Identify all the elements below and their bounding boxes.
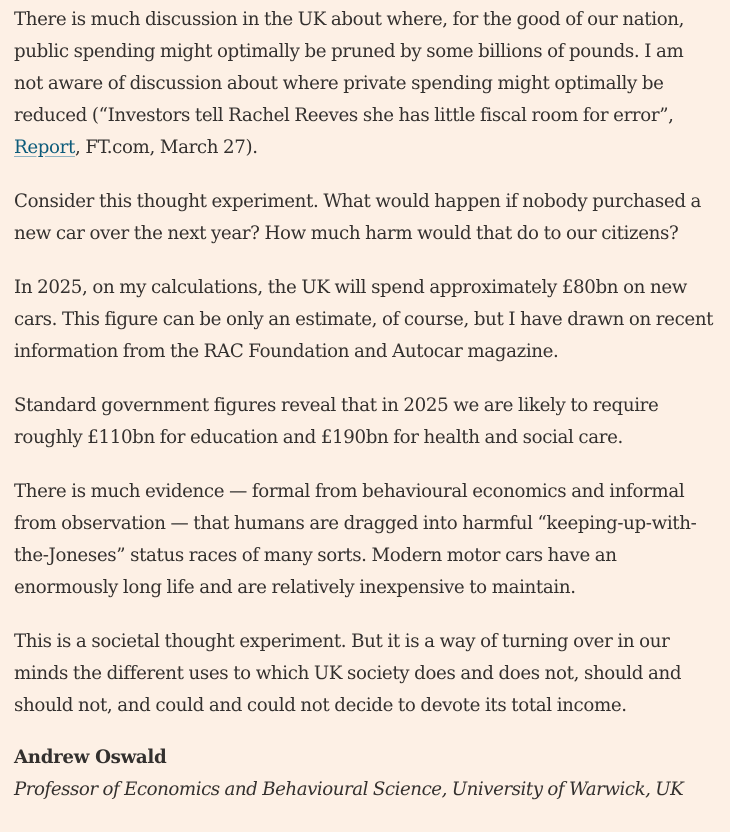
author-name: Andrew Oswald: [14, 747, 167, 768]
paragraph-4: Standard government figures reveal that in 2025 we are likely to require roughly £110bn for education and £190bn for health and social care.: [14, 395, 659, 448]
paragraph-2: Consider this thought experiment. What would happen if nobody purchased a new car over the next year? How much harm would that do to our citizens?: [14, 191, 702, 244]
signature-block: [14, 742, 716, 806]
author-affiliation: Professor of Economics and Behavioural Science, University of Warwick, UK: [14, 779, 684, 800]
paragraph-5: There is much evidence — formal from behavioural economics and informal from observation — that humans are dragged into harmful “keeping-up-with-the-Joneses” status races of many sorts. Modern motor cars have an enormously long life and are relatively inexpensive to maintain.: [14, 481, 697, 598]
paragraph-3: In 2025, on my calculations, the UK will spend approximately £80bn on new cars. This figure can be only an estimate, of course, but I have drawn on recent information from the RAC Foundation and Autocar magazine.: [14, 277, 714, 362]
report-link[interactable]: Report: [14, 137, 75, 158]
paragraph-1-before: There is much discussion in the UK about where, for the good of our nation, public spending might optimally be pruned by some billions of pounds. I am not aware of discussion about where private spending might optimally be reduced (“Investors tell Rachel Reeves she has little fiscal room for error”,: [14, 9, 685, 126]
paragraph-6: This is a societal thought experiment. But it is a way of turning over in our minds the different uses to which UK society does and does not, should and should not, and could and could not decide to devote its total income.: [14, 631, 682, 716]
paragraph-1-after: , FT.com, March 27).: [74, 137, 258, 158]
paragraph-1: [14, 4, 716, 164]
